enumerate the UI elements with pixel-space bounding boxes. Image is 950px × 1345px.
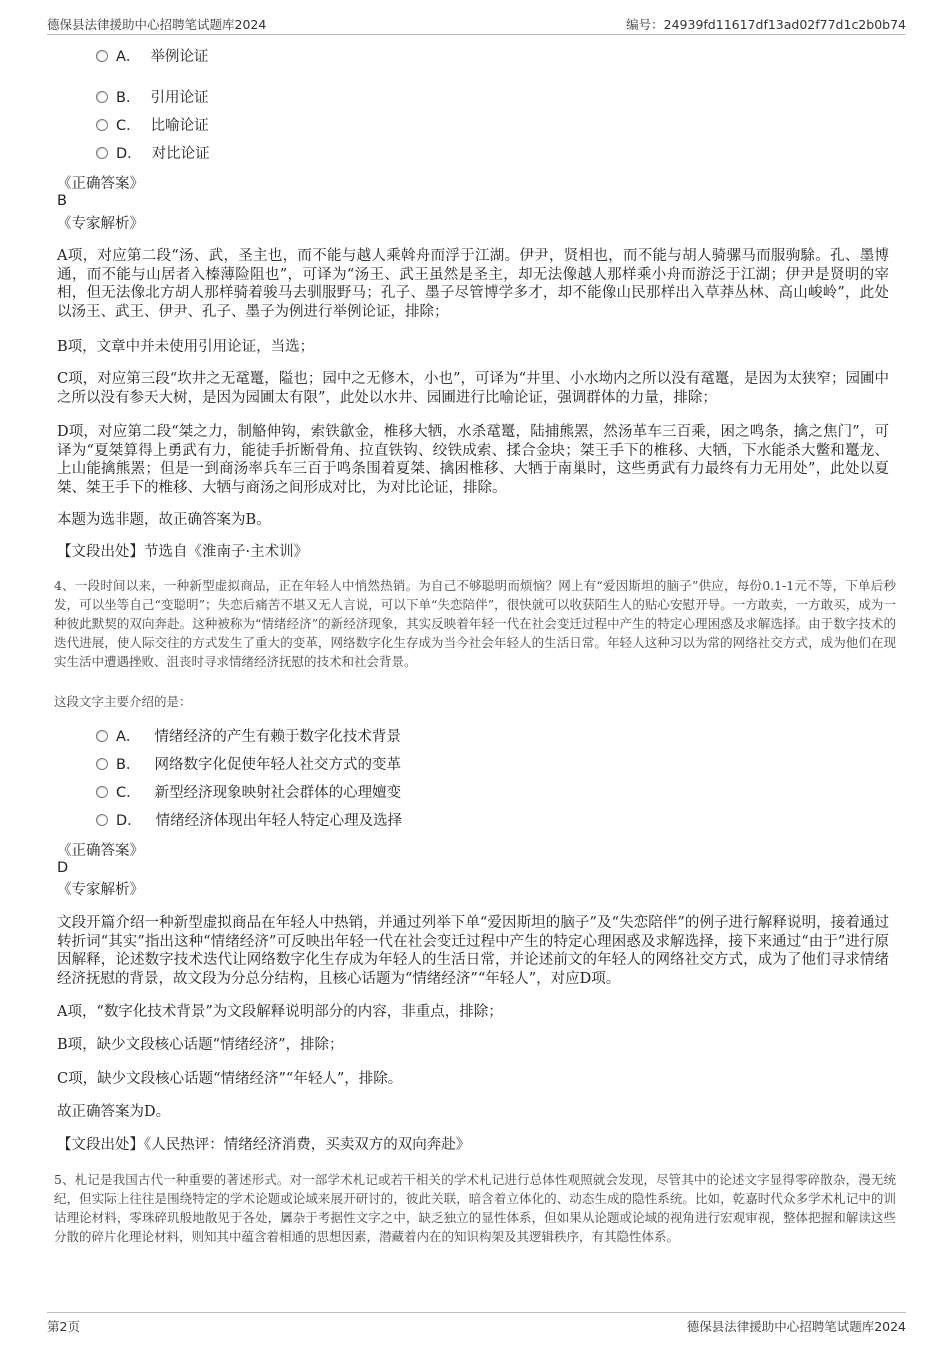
- radio-icon[interactable]: [96, 50, 108, 62]
- q4-analysis-c: C项，缺少文段核心话题“情绪经济”“年轻人”，排除。: [57, 1071, 403, 1087]
- q4-conclusion: 故正确答案为D。: [57, 1104, 171, 1120]
- q3-analysis-label: 《专家解析》: [57, 216, 144, 232]
- option-text: 网络数字化促使年轻人社交方式的变革: [154, 757, 401, 773]
- page-header: [47, 12, 906, 35]
- option-text: 比喻论证: [150, 118, 209, 134]
- q4-option-a[interactable]: [96, 727, 401, 747]
- q4-analysis-b: B项，缺少文段核心话题“情绪经济”，排除；: [57, 1037, 344, 1053]
- q3-analysis-d: D项，对应第二段“桀之力，制觡伸钩，索铁歙金，椎移大牺，水杀鼋鼍，陆捕熊罴，然汤革车三百乘，困之鸣条，擒之焦门”，可译为“夏桀算得上勇武有力，能徒手折断骨角、拉直铁钩、绞铁成索、揉合金块；桀王手下的椎移、大牺，下水能杀大鳖和鼍龙、上山能擒熊罴；但是一到商汤率兵车三百于鸣条围着夏桀、擒困椎移、大牺于南巢时，这些勇武有力最终有力无用处”，此处以夏桀、桀王手下的椎移、大牺与商汤之间形成对比，为对比论证，排除。: [57, 424, 889, 496]
- q3-analysis-c: C项，对应第三段“坎井之无鼋鼍，隘也；园中之无修木，小也”，可译为“井里、小水坳内之所以没有鼋鼍，是因为太狭窄；园圃中之所以没有参天大树，是因为园圃太有限”，此处以水井、园圃进行比喻论证，强调群体的力量，排除；: [57, 371, 889, 406]
- q3-option-d[interactable]: [96, 144, 210, 164]
- option-text: 情绪经济体现出年轻人特定心理及选择: [155, 813, 403, 829]
- q3-option-a[interactable]: [96, 47, 208, 67]
- q4-option-c[interactable]: [96, 783, 401, 803]
- footer-title: 德保县法律援助中心招聘笔试题库2024: [686, 1319, 906, 1334]
- option-letter: A．: [116, 729, 141, 745]
- q3-conclusion: 本题为选非题，故正确答案为B。: [57, 512, 271, 528]
- option-letter: C．: [116, 785, 141, 801]
- option-text: 引用论证: [150, 90, 209, 106]
- q4-analysis-label: 《专家解析》: [57, 882, 144, 898]
- option-letter: A．: [116, 49, 141, 65]
- q3-analysis-a: A项，对应第二段“汤、武，圣主也，而不能与越人乘斡舟而浮于江湖。伊尹，贤相也，而不能与胡人骑骡马而服驹駼。孔、墨博通，而不能与山居者入榛薄险阻也”，可译为“汤王、武王虽然是圣主，却无法像越人那样乘小舟而游泛于江湖；伊尹是贤明的宰相，但无法像北方胡人那样骑着骏马去驯服野马；孔子、墨子尽管博学多才，却不能像山民那样出入草莽丛林、高山峻岭”，此处以汤王、武王、伊尹、孔子、墨子为例进行举例论证，排除；: [57, 248, 889, 320]
- radio-icon[interactable]: [96, 147, 108, 159]
- q4-option-b[interactable]: [96, 755, 401, 775]
- option-text: 情绪经济的产生有赖于数字化技术背景: [154, 729, 401, 745]
- option-letter: B．: [116, 90, 141, 106]
- q5-question-text: 5、札记是我国古代一种重要的著述形式。对一部学术札记或若干相关的学术札记进行总体性观照就会发现，尽管其中的论述文字显得零碎散杂，漫无统纪，但实际上往往是围绕特定的学术论题或论域来展开研讨的，彼此关联，暗含着立体化的、动态生成的隐性系统。比如，乾嘉时代众多学术札记中的训诂理论材料，零珠碎玑般地散见于各处，羼杂于考据性文字之中，缺乏独立的显性体系，但如果从论题或论域的视角进行宏观审视，整体把握和解读这些分散的碎片化理论材料，则知其中蕴含着相通的思想因素，潜藏着内在的知识构架及其逻辑秩序，有其隐性体系。: [54, 1172, 896, 1244]
- radio-icon[interactable]: [96, 786, 108, 798]
- q4-question-text: 4、一段时间以来，一种新型虚拟商品，正在年轻人中悄然热销。为自己不够聪明而烦恼？网上有“爱因斯坦的脑子”供应，每份0.1-1元不等，下单后秒发，可以坐等自己“变聪明”；失恋后痛苦不堪又无人言说，可以下单“失恋陪伴”，很快就可以收获陌生人的贴心安慰开导。一方敢卖，一方敢买，成为一种彼此默契的双向奔赴。这种被称为“情绪经济”的新经济现象，其实反映着年轻一代在社会变迁过程中产生的特定心理困惑及求解选择。由于数字技术的迭代进展，使人际交往的方式发生了重大的变革，网络数字化生存成为当今社会年轻人的生活日常。年轻人这种习以为常的网络社交方式，成为他们在现实生活中遭遇挫败、沮丧时寻求情绪经济抚慰的技术和社会背景。: [54, 578, 896, 669]
- option-text: 对比论证: [151, 146, 210, 162]
- q4-analysis-a: A项，“数字化技术背景”为文段解释说明部分的内容，非重点，排除；: [57, 1004, 503, 1020]
- page-footer: [47, 1312, 906, 1337]
- q4-analysis-main: 文段开篇介绍一种新型虚拟商品在年轻人中热销，并通过列举下单“爱因斯坦的脑子”及“失恋陪伴”的例子进行解释说明，接着通过转折词“其实”指出这种“情绪经济”可反映出年轻一代在社会变迁过程中产生的特定心理困惑及求解选择，接下来通过“由于”进行原因解释，论述数字技术迭代让网络数字化生存成为年轻人的生活日常，并论述前文的年轻人的网络社交方式，成为了他们寻求情绪经济抚慰的背景，故文段为分总分结构，且核心话题为“情绪经济”“年轻人”，对应D项。: [57, 915, 889, 987]
- q3-option-b[interactable]: [96, 88, 208, 108]
- radio-icon[interactable]: [96, 758, 108, 770]
- option-letter: C．: [116, 118, 141, 134]
- option-letter: D．: [116, 813, 142, 829]
- option-text: 新型经济现象映射社会群体的心理嬗变: [154, 785, 402, 801]
- radio-icon[interactable]: [96, 91, 108, 103]
- q4-answer: D: [57, 860, 69, 876]
- option-text: 举例论证: [150, 49, 209, 65]
- q3-answer: B: [57, 193, 67, 209]
- q3-source: 【文段出处】节选自《淮南子·主术训》: [57, 544, 309, 560]
- q4-prompt: 这段文字主要介绍的是：: [54, 694, 192, 709]
- header-title: 德保县法律援助中心招聘笔试题库2024: [47, 17, 267, 32]
- option-letter: B．: [116, 757, 141, 773]
- q3-option-c[interactable]: [96, 116, 209, 136]
- q4-answer-label: 《正确答案》: [57, 843, 144, 859]
- option-letter: D．: [116, 146, 142, 162]
- radio-icon[interactable]: [96, 814, 108, 826]
- header-serial-number: 编号：24939fd11617df13ad02f77d1c2b0b74: [626, 17, 906, 32]
- q3-analysis-b: B项，文章中并未使用引用论证，当选；: [57, 339, 315, 355]
- radio-icon[interactable]: [96, 119, 108, 131]
- q4-source: 【文段出处】《人民热评：情绪经济消费，买卖双方的双向奔赴》: [57, 1137, 471, 1153]
- q3-answer-label: 《正确答案》: [57, 176, 144, 192]
- radio-icon[interactable]: [96, 730, 108, 742]
- page-number: 第2页: [47, 1319, 80, 1334]
- q4-option-d[interactable]: [96, 811, 402, 831]
